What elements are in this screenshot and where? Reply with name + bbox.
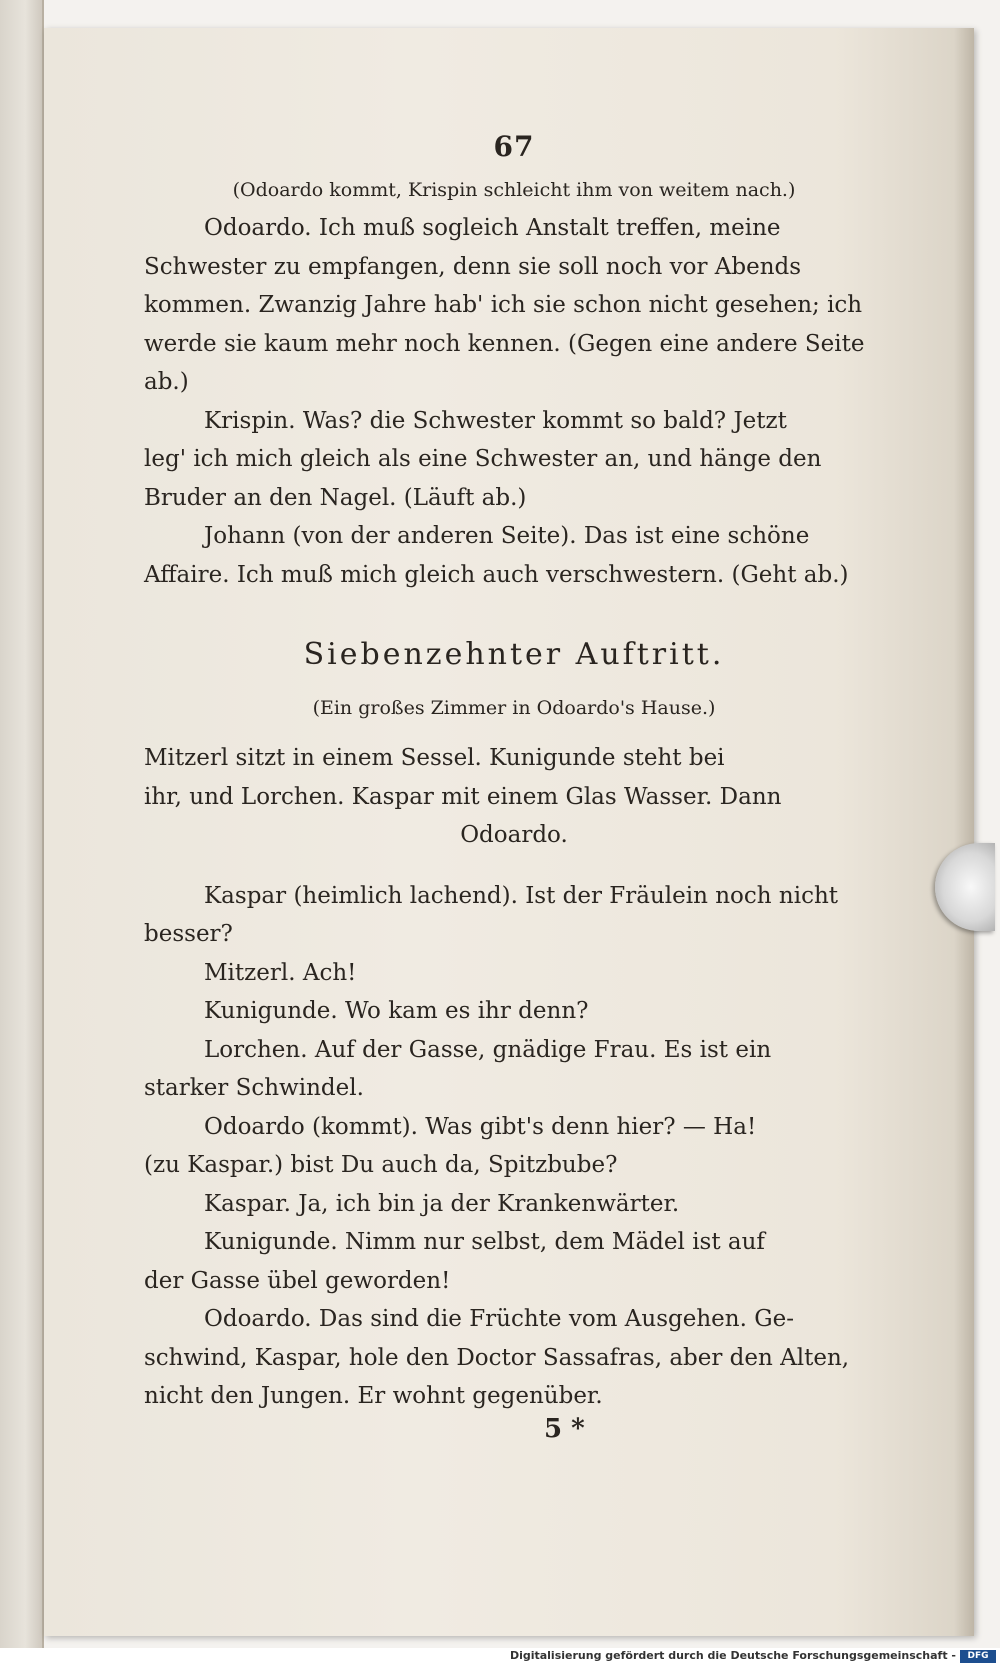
text-line: Schwester zu empfangen, denn sie soll noch vor Abends: [144, 253, 802, 280]
dialogue-line: Kunigunde. Wo kam es ihr denn?: [204, 998, 589, 1024]
dialogue-line: Kaspar. Ja, ich bin ja der Krankenwärter.: [204, 1190, 680, 1217]
book-page: [44, 28, 974, 1636]
scene-characters-line: Mitzerl sitzt in einem Sessel. Kunigunde steht bei: [144, 745, 725, 771]
dialogue-line: Odoardo. Das sind die Früchte vom Ausgehen. Ge-: [204, 1306, 794, 1332]
scene-characters-line: Odoardo.: [460, 822, 568, 848]
dialogue-line: (zu Kaspar.) bist Du auch da, Spitzbube?: [144, 1152, 618, 1178]
dialogue-line: starker Schwindel.: [144, 1075, 364, 1101]
footer-bar: [0, 1648, 1000, 1666]
dialogue-line: nicht den Jungen. Er wohnt gegenüber.: [144, 1383, 603, 1409]
scene-heading: Siebenzehnter Auftritt.: [303, 637, 725, 672]
text-line: Affaire. Ich muß mich gleich auch verschwestern. (Geht ab.): [144, 561, 849, 588]
dfg-logo: DFG: [960, 1650, 996, 1663]
footer-credit: Digitalisierung gefördert durch die Deutsche Forschungsgemeinschaft -: [509, 1649, 956, 1662]
dialogue-line: Kunigunde. Nimm nur selbst, dem Mädel ist auf: [204, 1229, 765, 1255]
text-line: kommen. Zwanzig Jahre hab' ich sie schon nicht gesehen; ich: [144, 292, 863, 318]
dialogue-line: Lorchen. Auf der Gasse, gnädige Frau. Es ist ein: [204, 1036, 772, 1063]
scene-characters-line: ihr, und Lorchen. Kaspar mit einem Glas Wasser. Dann: [144, 783, 782, 810]
scene-setting: (Ein großes Zimmer in Odoardo's Hause.): [312, 696, 716, 719]
dialogue-line: der Gasse übel geworden!: [144, 1267, 451, 1294]
text-line: leg' ich mich gleich als eine Schwester an, und hänge den: [144, 446, 822, 472]
text-line: Bruder an den Nagel. (Läuft ab.): [144, 484, 527, 511]
text-line: Krispin. Was? die Schwester kommt so bald? Jetzt: [204, 407, 787, 434]
text-line: Odoardo. Ich muß sogleich Anstalt treffen, meine: [204, 215, 781, 241]
book-cover-edge: [0, 0, 44, 1666]
text-line: werde sie kaum mehr noch kennen. (Gegen eine andere Seite ab.): [144, 330, 865, 395]
dialogue-line: Mitzerl. Ach!: [204, 959, 357, 986]
text-line: Johann (von der anderen Seite). Das ist eine schöne: [204, 523, 810, 549]
page-number: 67: [493, 130, 535, 163]
stage-direction: (Odoardo kommt, Krispin schleicht ihm von weitem nach.): [232, 178, 796, 201]
dialogue-line: Kaspar (heimlich lachend). Ist der Fräulein noch nicht: [204, 882, 839, 909]
dialogue-line: schwind, Kaspar, hole den Doctor Sassafras, aber den Alten,: [144, 1344, 850, 1371]
spacer: [144, 855, 884, 877]
signature-mark: 5 *: [544, 1413, 585, 1444]
dialogue-line: Odoardo (kommt). Was gibt's denn hier? — Ha!: [204, 1113, 757, 1140]
page-text: [144, 128, 884, 1448]
dialogue-line: besser?: [144, 921, 233, 947]
page-fore-edge: [954, 28, 974, 1636]
